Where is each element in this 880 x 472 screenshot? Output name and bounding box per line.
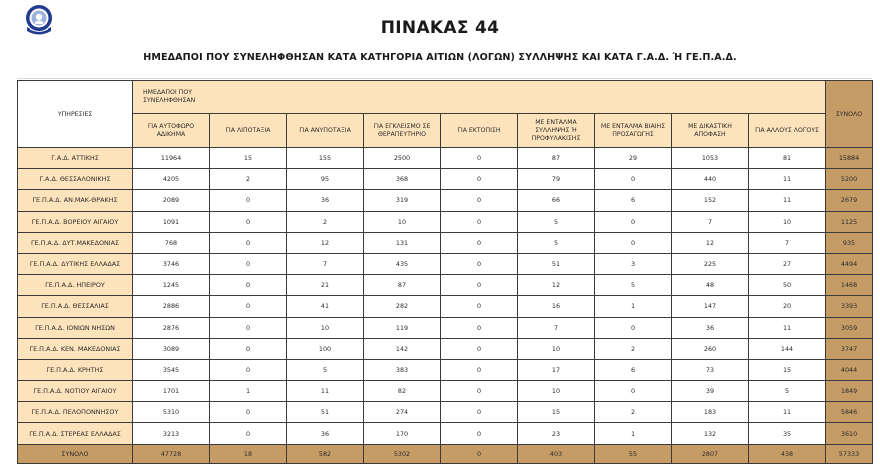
- cell: 368: [364, 169, 441, 190]
- row-total: 935: [826, 232, 873, 253]
- cell: 0: [210, 232, 287, 253]
- cell: 79: [518, 169, 595, 190]
- cell: 260: [672, 338, 749, 359]
- cell: 82: [364, 381, 441, 402]
- cell: 274: [364, 402, 441, 423]
- cell: 21: [287, 275, 364, 296]
- cell: 36: [287, 423, 364, 444]
- cell: 0: [441, 169, 518, 190]
- cell: 0: [210, 296, 287, 317]
- table-row: [18, 423, 873, 444]
- sum-cell: 403: [518, 444, 595, 463]
- sum-cell: 582: [287, 444, 364, 463]
- cell: 10: [364, 211, 441, 232]
- cell: 2: [595, 402, 672, 423]
- cell: 5: [595, 275, 672, 296]
- cell: 170: [364, 423, 441, 444]
- row-total: 3393: [826, 296, 873, 317]
- cell: 282: [364, 296, 441, 317]
- cell: 11964: [133, 148, 210, 169]
- cell: 48: [672, 275, 749, 296]
- cell: 2: [595, 338, 672, 359]
- cell: 87: [364, 275, 441, 296]
- cell: 0: [210, 275, 287, 296]
- cell: 15: [749, 359, 826, 380]
- cell: 15: [518, 402, 595, 423]
- cell: 0: [441, 296, 518, 317]
- cell: 0: [210, 190, 287, 211]
- cell: 12: [518, 275, 595, 296]
- cell: 3746: [133, 253, 210, 274]
- cell: 440: [672, 169, 749, 190]
- col-header-desertion: ΓΙΑ ΛΙΠΟΤΑΞΙΑ: [210, 114, 287, 148]
- cell: 144: [749, 338, 826, 359]
- row-service-label: ΓΕ.Π.Α.Δ. ΣΤΕΡΕΑΣ ΕΛΛΑΔΑΣ: [18, 423, 133, 444]
- cell: 155: [287, 148, 364, 169]
- row-total: 1849: [826, 381, 873, 402]
- table-row: [18, 253, 873, 274]
- table-row: [18, 190, 873, 211]
- sum-row-label: ΣΥΝΟΛΟ: [18, 444, 133, 463]
- cell: 2089: [133, 190, 210, 211]
- cell: 11: [749, 402, 826, 423]
- cell: 0: [441, 211, 518, 232]
- cell: 15: [210, 148, 287, 169]
- cell: 5: [287, 359, 364, 380]
- table-row: [18, 381, 873, 402]
- cell: 12: [672, 232, 749, 253]
- row-total: 3059: [826, 317, 873, 338]
- row-total: 2679: [826, 190, 873, 211]
- row-service-label: ΓΕ.Π.Α.Δ. ΑΝ.ΜΑΚ-ΘΡΑΚΗΣ: [18, 190, 133, 211]
- cell: 0: [595, 169, 672, 190]
- cell: 2886: [133, 296, 210, 317]
- table-number-title: ΠΙΝΑΚΑΣ 44: [380, 18, 500, 38]
- cell: 1245: [133, 275, 210, 296]
- cell: 0: [210, 402, 287, 423]
- cell: 3213: [133, 423, 210, 444]
- row-service-label: ΓΕ.Π.Α.Δ. ΚΕΝ. ΜΑΚΕΔΟΝΙΑΣ: [18, 338, 133, 359]
- cell: 0: [441, 402, 518, 423]
- cell: 73: [672, 359, 749, 380]
- cell: 7: [287, 253, 364, 274]
- cell: 183: [672, 402, 749, 423]
- table-row: [18, 296, 873, 317]
- col-header-court-decision: ΜΕ ΔΙΚΑΣΤΙΚΗ ΑΠΟΦΑΣΗ: [672, 114, 749, 148]
- cell: 6: [595, 190, 672, 211]
- cell: 1701: [133, 381, 210, 402]
- cell: 0: [441, 381, 518, 402]
- services-header: ΥΠΗΡΕΣΙΕΣ: [18, 81, 133, 148]
- table-row: [18, 211, 873, 232]
- cell: 225: [672, 253, 749, 274]
- row-total: 4494: [826, 253, 873, 274]
- cell: 5310: [133, 402, 210, 423]
- cell: 0: [441, 338, 518, 359]
- cell: 142: [364, 338, 441, 359]
- cell: 11: [749, 317, 826, 338]
- row-service-label: ΓΕ.Π.Α.Δ. ΔΥΤ.ΜΑΚΕΔΟΝΙΑΣ: [18, 232, 133, 253]
- cell: 3545: [133, 359, 210, 380]
- row-service-label: Γ.Α.Δ. ΘΕΣΣΑΛΟΝΙΚΗΣ: [18, 169, 133, 190]
- cell: 1091: [133, 211, 210, 232]
- cell: 35: [749, 423, 826, 444]
- cell: 10: [749, 211, 826, 232]
- row-total: 1468: [826, 275, 873, 296]
- cell: 20: [749, 296, 826, 317]
- table-subtitle: ΗΜΕΔΑΠΟΙ ΠΟΥ ΣΥΝΕΛΗΦΘΗΣΑΝ ΚΑΤΑ ΚΑΤΗΓΟΡΙΑ ΑΙΤΙΩΝ (ΛΟΓΩΝ) ΣΥΛΛΗΨΗΣ ΚΑΙ ΚΑΤΑ Γ.Α.Δ. Ή ΓΕ.Π.Α.Δ.: [143, 52, 737, 63]
- cell: 81: [749, 148, 826, 169]
- cell: 132: [672, 423, 749, 444]
- cell: 39: [672, 381, 749, 402]
- cell: 0: [210, 359, 287, 380]
- cell: 27: [749, 253, 826, 274]
- cell: 1: [595, 296, 672, 317]
- cell: 50: [749, 275, 826, 296]
- row-total: 1125: [826, 211, 873, 232]
- cell: 51: [518, 253, 595, 274]
- table-row: [18, 317, 873, 338]
- cell: 100: [287, 338, 364, 359]
- cell: 0: [210, 423, 287, 444]
- cell: 0: [441, 275, 518, 296]
- table-row: [18, 169, 873, 190]
- sum-cell: 5302: [364, 444, 441, 463]
- row-service-label: ΓΕ.Π.Α.Δ. ΒΟΡΕΙΟΥ ΑΙΓΑΙΟΥ: [18, 211, 133, 232]
- row-service-label: ΓΕ.Π.Α.Δ. ΘΕΣΣΑΛΙΑΣ: [18, 296, 133, 317]
- cell: 2: [210, 169, 287, 190]
- row-total: 5200: [826, 169, 873, 190]
- cell: 0: [441, 253, 518, 274]
- col-header-forced-appearance-warrant: ΜΕ ΕΝΤΑΛΜΑ ΒΙΑΙΗΣ ΠΡΟΣΑΓΩΓΗΣ: [595, 114, 672, 148]
- row-service-label: ΓΕ.Π.Α.Δ. ΠΕΛΟΠΟΝΝΗΣΟΥ: [18, 402, 133, 423]
- cell: 0: [595, 317, 672, 338]
- cell: 5: [749, 381, 826, 402]
- cell: 5: [518, 211, 595, 232]
- group-header: [133, 81, 826, 114]
- row-service-label: ΓΕ.Π.Α.Δ. ΔΥΤΙΚΗΣ ΕΛΛΑΔΑΣ: [18, 253, 133, 274]
- sum-cell: 438: [749, 444, 826, 463]
- cell: 2876: [133, 317, 210, 338]
- cell: 435: [364, 253, 441, 274]
- cell: 1: [595, 423, 672, 444]
- total-header: ΣΥΝΟΛΟ: [826, 81, 873, 148]
- group-header-label: ΗΜΕΔΑΠΟΙ ΠΟΥ ΣΥΝΕΛΗΦΘΗΣΑΝ: [143, 89, 196, 104]
- cell: 0: [210, 317, 287, 338]
- col-header-other-reasons: ΓΙΑ ΑΛΛΟΥΣ ΛΟΓΟΥΣ: [749, 114, 826, 148]
- cell: 11: [749, 169, 826, 190]
- col-header-arrest-warrant: ΜΕ ΕΝΤΑΛΜΑ ΣΥΛΛΗΨΗΣ Ή ΠΡΟΦΥΛΑΚΙΣΗΣ: [518, 114, 595, 148]
- cell: 51: [287, 402, 364, 423]
- cell: 4205: [133, 169, 210, 190]
- cell: 0: [595, 232, 672, 253]
- cell: 0: [441, 423, 518, 444]
- col-header-draft-evasion: ΓΙΑ ΑΝΥΠΟΤΑΞΙΑ: [287, 114, 364, 148]
- cell: 3089: [133, 338, 210, 359]
- table-row: [18, 338, 873, 359]
- cell: 95: [287, 169, 364, 190]
- cell: 12: [287, 232, 364, 253]
- cell: 0: [441, 190, 518, 211]
- cell: 7: [749, 232, 826, 253]
- cell: 2500: [364, 148, 441, 169]
- cell: 36: [672, 317, 749, 338]
- table-row: [18, 148, 873, 169]
- row-total: 4044: [826, 359, 873, 380]
- row-service-label: ΓΕ.Π.Α.Δ. ΚΡΗΤΗΣ: [18, 359, 133, 380]
- cell: 7: [672, 211, 749, 232]
- cell: 383: [364, 359, 441, 380]
- cell: 147: [672, 296, 749, 317]
- grand-total: 57333: [826, 444, 873, 463]
- sum-cell: 0: [441, 444, 518, 463]
- row-total: 3610: [826, 423, 873, 444]
- col-header-flagrant-offence: ΓΙΑ ΑΥΤΟΦΩΡΟ ΑΔΙΚΗΜΑ: [133, 114, 210, 148]
- sum-row: [18, 444, 873, 463]
- row-service-label: ΓΕ.Π.Α.Δ. ΝΟΤΙΟΥ ΑΙΓΑΙΟΥ: [18, 381, 133, 402]
- cell: 0: [441, 232, 518, 253]
- col-header-deportation: ΓΙΑ ΕΚΤΟΠΙΣΗ: [441, 114, 518, 148]
- sum-cell: 18: [210, 444, 287, 463]
- cell: 16: [518, 296, 595, 317]
- cell: 1: [210, 381, 287, 402]
- cell: 87: [518, 148, 595, 169]
- cell: 66: [518, 190, 595, 211]
- row-total: 3747: [826, 338, 873, 359]
- cell: 11: [287, 381, 364, 402]
- cell: 319: [364, 190, 441, 211]
- cell: 3: [595, 253, 672, 274]
- cell: 0: [595, 211, 672, 232]
- row-service-label: ΓΕ.Π.Α.Δ. ΗΠΕΙΡΟΥ: [18, 275, 133, 296]
- cell: 36: [287, 190, 364, 211]
- table-row: [18, 232, 873, 253]
- cell: 152: [672, 190, 749, 211]
- cell: 131: [364, 232, 441, 253]
- row-service-label: Γ.Α.Δ. ΑΤΤΙΚΗΣ: [18, 148, 133, 169]
- cell: 23: [518, 423, 595, 444]
- cell: 0: [595, 381, 672, 402]
- divider: [17, 78, 872, 79]
- arrests-table: [17, 80, 873, 464]
- cell: 0: [441, 359, 518, 380]
- cell: 1053: [672, 148, 749, 169]
- sum-cell: 47728: [133, 444, 210, 463]
- table-row: [18, 359, 873, 380]
- cell: 10: [518, 338, 595, 359]
- cell: 0: [441, 148, 518, 169]
- cell: 29: [595, 148, 672, 169]
- row-total: 15884: [826, 148, 873, 169]
- cell: 11: [749, 190, 826, 211]
- cell: 5: [518, 232, 595, 253]
- row-service-label: ΓΕ.Π.Α.Δ. ΙΟΝΙΩΝ ΝΗΣΩΝ: [18, 317, 133, 338]
- col-header-committal: ΓΙΑ ΕΓΚΛΕΙΣΜΟ ΣΕ ΘΕΡΑΠΕΥΤΗΡΙΟ: [364, 114, 441, 148]
- cell: 10: [287, 317, 364, 338]
- sum-cell: 55: [595, 444, 672, 463]
- cell: 41: [287, 296, 364, 317]
- cell: 0: [210, 338, 287, 359]
- cell: 10: [518, 381, 595, 402]
- sum-cell: 2807: [672, 444, 749, 463]
- cell: 6: [595, 359, 672, 380]
- cell: 119: [364, 317, 441, 338]
- cell: 7: [518, 317, 595, 338]
- cell: 17: [518, 359, 595, 380]
- cell: 0: [441, 317, 518, 338]
- cell: 0: [210, 253, 287, 274]
- table-row: [18, 402, 873, 423]
- cell: 0: [210, 211, 287, 232]
- cell: 768: [133, 232, 210, 253]
- cell: 2: [287, 211, 364, 232]
- table-row: [18, 275, 873, 296]
- row-total: 5846: [826, 402, 873, 423]
